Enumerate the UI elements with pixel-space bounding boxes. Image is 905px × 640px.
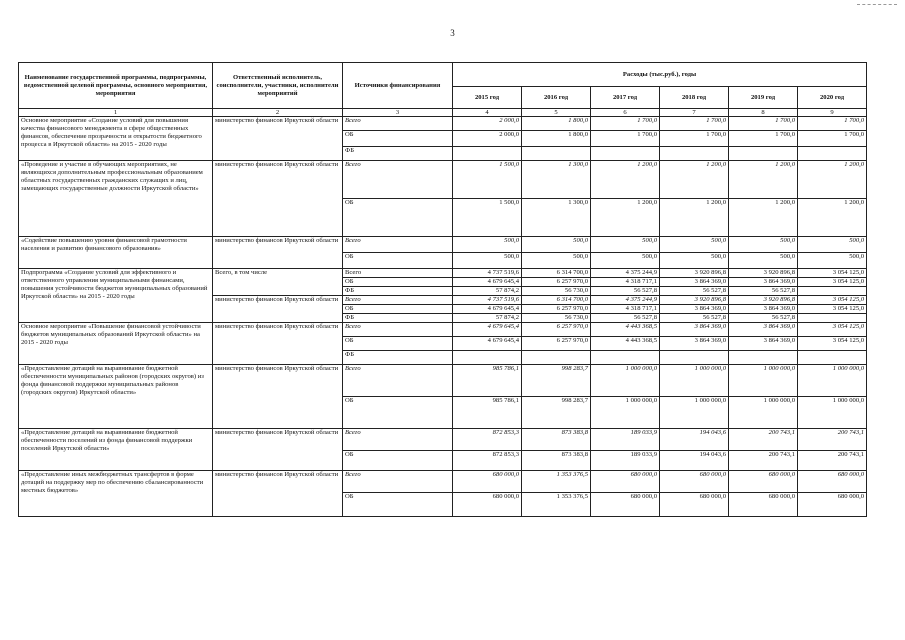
value-cell: 872 853,3 bbox=[453, 429, 522, 451]
value-cell: 56 527,8 bbox=[729, 314, 798, 323]
header-year: 2020 год bbox=[798, 87, 867, 109]
value-cell bbox=[453, 147, 522, 161]
financing-table bbox=[18, 62, 867, 517]
value-cell: 500,0 bbox=[522, 237, 591, 253]
source-label: ФБ bbox=[343, 351, 453, 365]
value-cell: 3 054 125,0 bbox=[798, 337, 867, 351]
value-cell: 500,0 bbox=[660, 237, 729, 253]
value-cell: 3 920 896,8 bbox=[729, 269, 798, 278]
value-cell bbox=[798, 314, 867, 323]
value-cell: 200 743,1 bbox=[729, 429, 798, 451]
value-cell: 1 200,0 bbox=[729, 199, 798, 237]
value-cell: 680 000,0 bbox=[798, 493, 867, 517]
executor: министерство финансов Иркутской области bbox=[213, 471, 343, 517]
value-cell: 4 375 244,9 bbox=[591, 269, 660, 278]
executor: министерство финансов Иркутской области bbox=[213, 237, 343, 269]
value-cell: 194 043,6 bbox=[660, 451, 729, 471]
column-number: 9 bbox=[798, 109, 867, 117]
column-number: 4 bbox=[453, 109, 522, 117]
executor: министерство финансов Иркутской области bbox=[213, 161, 343, 237]
value-cell: 500,0 bbox=[729, 237, 798, 253]
value-cell: 1 200,0 bbox=[591, 199, 660, 237]
header-executor: Ответственный исполнитель, соисполнители, участники, исполнители мероприятий bbox=[213, 63, 343, 109]
value-cell: 680 000,0 bbox=[453, 493, 522, 517]
header-year: 2015 год bbox=[453, 87, 522, 109]
value-cell: 200 743,1 bbox=[729, 451, 798, 471]
value-cell: 2 000,0 bbox=[453, 131, 522, 147]
table-row bbox=[19, 429, 867, 451]
value-cell: 6 257 970,0 bbox=[522, 337, 591, 351]
executor: министерство финансов Иркутской области bbox=[213, 323, 343, 365]
table-row bbox=[19, 237, 867, 253]
subprogram-name: Подпрограмма «Создание условий для эффективного и ответственного управления муниципальными финансами, повышения устойчивости бюджетов муниципальных образований Иркутской области» на 2015 - 2020 годы bbox=[19, 269, 213, 323]
source-label: Всего bbox=[343, 269, 453, 278]
value-cell: 680 000,0 bbox=[729, 493, 798, 517]
value-cell: 3 054 125,0 bbox=[798, 323, 867, 337]
value-cell: 1 353 376,5 bbox=[522, 493, 591, 517]
value-cell: 1 200,0 bbox=[798, 161, 867, 199]
source-label: Всего bbox=[343, 161, 453, 199]
value-cell bbox=[729, 351, 798, 365]
value-cell: 680 000,0 bbox=[660, 493, 729, 517]
value-cell: 1 353 376,5 bbox=[522, 471, 591, 493]
value-cell: 680 000,0 bbox=[453, 471, 522, 493]
value-cell: 1 000 000,0 bbox=[729, 397, 798, 429]
value-cell: 1 200,0 bbox=[660, 161, 729, 199]
value-cell: 4 679 645,4 bbox=[453, 337, 522, 351]
value-cell: 998 283,7 bbox=[522, 365, 591, 397]
value-cell bbox=[798, 351, 867, 365]
value-cell: 1 800,0 bbox=[522, 117, 591, 131]
scan-artifact bbox=[857, 4, 897, 6]
table-row bbox=[19, 365, 867, 397]
value-cell: 3 054 125,0 bbox=[798, 305, 867, 314]
table-row bbox=[19, 161, 867, 199]
source-label: ОБ bbox=[343, 337, 453, 351]
value-cell: 680 000,0 bbox=[798, 471, 867, 493]
column-number: 1 bbox=[19, 109, 213, 117]
value-cell: 500,0 bbox=[453, 237, 522, 253]
value-cell: 189 033,9 bbox=[591, 451, 660, 471]
value-cell: 56 527,8 bbox=[591, 287, 660, 296]
value-cell: 1 000 000,0 bbox=[591, 397, 660, 429]
value-cell: 3 864 369,0 bbox=[660, 323, 729, 337]
value-cell: 680 000,0 bbox=[591, 493, 660, 517]
value-cell: 1 200,0 bbox=[660, 199, 729, 237]
value-cell: 998 283,7 bbox=[522, 397, 591, 429]
value-cell: 3 054 125,0 bbox=[798, 278, 867, 287]
value-cell: 680 000,0 bbox=[660, 471, 729, 493]
value-cell: 4 737 519,6 bbox=[453, 269, 522, 278]
column-number: 8 bbox=[729, 109, 798, 117]
source-label: Всего bbox=[343, 471, 453, 493]
program-name: «Предоставление иных межбюджетных трансфертов в форме дотаций на поддержку мер по обеспечению сбалансированности местных бюджетов» bbox=[19, 471, 213, 517]
value-cell bbox=[522, 351, 591, 365]
value-cell: 1 800,0 bbox=[522, 131, 591, 147]
column-number: 2 bbox=[213, 109, 343, 117]
source-label: Всего bbox=[343, 117, 453, 131]
executor: министерство финансов Иркутской области bbox=[213, 429, 343, 471]
value-cell: 500,0 bbox=[798, 237, 867, 253]
value-cell: 680 000,0 bbox=[591, 471, 660, 493]
value-cell: 500,0 bbox=[522, 253, 591, 269]
value-cell: 1 300,0 bbox=[522, 161, 591, 199]
value-cell: 4 737 519,6 bbox=[453, 296, 522, 305]
value-cell: 6 257 970,0 bbox=[522, 278, 591, 287]
value-cell: 500,0 bbox=[591, 237, 660, 253]
value-cell bbox=[522, 147, 591, 161]
value-cell: 500,0 bbox=[591, 253, 660, 269]
value-cell: 56 527,8 bbox=[729, 287, 798, 296]
value-cell: 3 920 896,8 bbox=[660, 296, 729, 305]
column-number: 7 bbox=[660, 109, 729, 117]
value-cell: 873 383,8 bbox=[522, 451, 591, 471]
value-cell: 1 200,0 bbox=[798, 199, 867, 237]
executor: министерство финансов Иркутской области bbox=[213, 117, 343, 161]
value-cell: 6 314 700,0 bbox=[522, 296, 591, 305]
value-cell: 1 200,0 bbox=[591, 161, 660, 199]
source-label: ФБ bbox=[343, 147, 453, 161]
header-year: 2019 год bbox=[729, 87, 798, 109]
executor-total: Всего, в том числе bbox=[213, 269, 343, 296]
executor: министерство финансов Иркутской области bbox=[213, 296, 343, 323]
source-label: ОБ bbox=[343, 305, 453, 314]
value-cell bbox=[660, 147, 729, 161]
value-cell: 3 920 896,8 bbox=[729, 296, 798, 305]
source-label: Всего bbox=[343, 296, 453, 305]
value-cell: 6 257 970,0 bbox=[522, 323, 591, 337]
value-cell: 56 527,8 bbox=[591, 314, 660, 323]
source-label: Всего bbox=[343, 323, 453, 337]
value-cell: 200 743,1 bbox=[798, 429, 867, 451]
source-label: ОБ bbox=[343, 199, 453, 237]
executor: министерство финансов Иркутской области bbox=[213, 365, 343, 429]
column-number: 3 bbox=[343, 109, 453, 117]
value-cell: 1 000 000,0 bbox=[798, 397, 867, 429]
value-cell: 56 527,8 bbox=[660, 287, 729, 296]
value-cell bbox=[798, 147, 867, 161]
source-label: Всего bbox=[343, 365, 453, 397]
value-cell: 3 864 369,0 bbox=[729, 305, 798, 314]
table-row bbox=[19, 269, 867, 278]
value-cell: 3 864 369,0 bbox=[729, 278, 798, 287]
value-cell: 1 300,0 bbox=[522, 199, 591, 237]
source-label: ОБ bbox=[343, 253, 453, 269]
value-cell: 1 700,0 bbox=[798, 117, 867, 131]
value-cell bbox=[660, 351, 729, 365]
value-cell: 1 500,0 bbox=[453, 199, 522, 237]
value-cell bbox=[798, 287, 867, 296]
source-label: ОБ bbox=[343, 451, 453, 471]
value-cell: 500,0 bbox=[660, 253, 729, 269]
value-cell: 873 383,8 bbox=[522, 429, 591, 451]
value-cell: 872 853,3 bbox=[453, 451, 522, 471]
value-cell: 1 000 000,0 bbox=[660, 397, 729, 429]
program-name: «Предоставление дотаций на выравнивание бюджетной обеспеченности муниципальных районов (городских округов) из фонда финансовой поддержки муниципальных районов (городских округов) Иркутской области» bbox=[19, 365, 213, 429]
value-cell: 57 874,2 bbox=[453, 314, 522, 323]
value-cell: 3 864 369,0 bbox=[729, 323, 798, 337]
value-cell: 1 700,0 bbox=[660, 131, 729, 147]
value-cell: 56 527,8 bbox=[660, 314, 729, 323]
value-cell: 4 679 645,4 bbox=[453, 305, 522, 314]
value-cell: 3 864 369,0 bbox=[660, 305, 729, 314]
value-cell: 500,0 bbox=[798, 253, 867, 269]
source-label: Всего bbox=[343, 237, 453, 253]
source-label: ОБ bbox=[343, 397, 453, 429]
column-numbers-row bbox=[19, 109, 867, 117]
value-cell: 1 700,0 bbox=[591, 131, 660, 147]
header-year: 2016 год bbox=[522, 87, 591, 109]
program-name: Основное мероприятие «Создание условий для повышения качества финансового менеджмента в сфере общественных финансов, обеспечение прозрачности и открытости бюджетного процесса в Иркутской области» на 2015 - 2020 годы bbox=[19, 117, 213, 161]
source-label: ОБ bbox=[343, 131, 453, 147]
value-cell: 56 730,0 bbox=[522, 314, 591, 323]
source-label: ФБ bbox=[343, 314, 453, 323]
value-cell: 1 200,0 bbox=[729, 161, 798, 199]
value-cell: 1 000 000,0 bbox=[660, 365, 729, 397]
value-cell: 3 864 369,0 bbox=[660, 278, 729, 287]
value-cell: 4 375 244,9 bbox=[591, 296, 660, 305]
source-label: ОБ bbox=[343, 493, 453, 517]
value-cell: 1 700,0 bbox=[798, 131, 867, 147]
program-name: «Содействие повышению уровня финансовой грамотности населения и развитию финансового образования» bbox=[19, 237, 213, 269]
header-year: 2018 год bbox=[660, 87, 729, 109]
value-cell bbox=[591, 351, 660, 365]
value-cell: 1 500,0 bbox=[453, 161, 522, 199]
value-cell: 4 443 368,5 bbox=[591, 337, 660, 351]
value-cell: 1 700,0 bbox=[729, 117, 798, 131]
header-program-name: Наименование государственной программы, подпрограммы, ведомственной целевой программы, основного мероприятия, мероприятия bbox=[19, 63, 213, 109]
value-cell bbox=[591, 147, 660, 161]
value-cell: 4 318 717,1 bbox=[591, 305, 660, 314]
value-cell: 4 318 717,1 bbox=[591, 278, 660, 287]
value-cell: 985 786,1 bbox=[453, 397, 522, 429]
program-name: «Предоставление дотаций на выравнивание бюджетной обеспеченности поселений из фонда финансовой поддержки поселений Иркутской области» bbox=[19, 429, 213, 471]
value-cell: 985 786,1 bbox=[453, 365, 522, 397]
value-cell: 3 054 125,0 bbox=[798, 269, 867, 278]
value-cell: 6 257 970,0 bbox=[522, 305, 591, 314]
value-cell: 500,0 bbox=[729, 253, 798, 269]
table-row bbox=[19, 471, 867, 493]
value-cell: 56 730,0 bbox=[522, 287, 591, 296]
column-number: 6 bbox=[591, 109, 660, 117]
value-cell: 1 000 000,0 bbox=[729, 365, 798, 397]
value-cell: 4 679 645,4 bbox=[453, 323, 522, 337]
source-label: Всего bbox=[343, 429, 453, 451]
program-name: «Проведение и участие в обучающих мероприятиях, не являющихся дополнительным профессиональным образованием областных государственных гражданских служащих и лиц, замещающих государственные должности Иркутской области» bbox=[19, 161, 213, 237]
value-cell: 6 314 700,0 bbox=[522, 269, 591, 278]
table-row bbox=[19, 117, 867, 131]
source-label: ФБ bbox=[343, 287, 453, 296]
value-cell: 4 443 368,5 bbox=[591, 323, 660, 337]
value-cell: 3 864 369,0 bbox=[660, 337, 729, 351]
source-label: ОБ bbox=[343, 278, 453, 287]
value-cell: 200 743,1 bbox=[798, 451, 867, 471]
program-name: Основное мероприятие «Повышение финансовой устойчивости бюджетов муниципальных образований Иркутской области» на 2015 - 2020 годы bbox=[19, 323, 213, 365]
value-cell: 1 000 000,0 bbox=[591, 365, 660, 397]
value-cell: 1 700,0 bbox=[591, 117, 660, 131]
value-cell: 500,0 bbox=[453, 253, 522, 269]
value-cell bbox=[453, 351, 522, 365]
value-cell: 4 679 645,4 bbox=[453, 278, 522, 287]
value-cell: 3 054 125,0 bbox=[798, 296, 867, 305]
value-cell: 2 000,0 bbox=[453, 117, 522, 131]
value-cell: 1 000 000,0 bbox=[798, 365, 867, 397]
column-number: 5 bbox=[522, 109, 591, 117]
value-cell: 3 864 369,0 bbox=[729, 337, 798, 351]
table-row bbox=[19, 323, 867, 337]
value-cell bbox=[729, 147, 798, 161]
value-cell: 189 033,9 bbox=[591, 429, 660, 451]
value-cell: 1 700,0 bbox=[660, 117, 729, 131]
header-sources: Источники финансирования bbox=[343, 63, 453, 109]
value-cell: 194 043,6 bbox=[660, 429, 729, 451]
value-cell: 57 874,2 bbox=[453, 287, 522, 296]
value-cell: 1 700,0 bbox=[729, 131, 798, 147]
header-year: 2017 год bbox=[591, 87, 660, 109]
header-expenses: Расходы (тыс.руб.), годы bbox=[453, 63, 867, 87]
page-number: 3 bbox=[450, 28, 455, 38]
value-cell: 3 920 896,8 bbox=[660, 269, 729, 278]
value-cell: 680 000,0 bbox=[729, 471, 798, 493]
